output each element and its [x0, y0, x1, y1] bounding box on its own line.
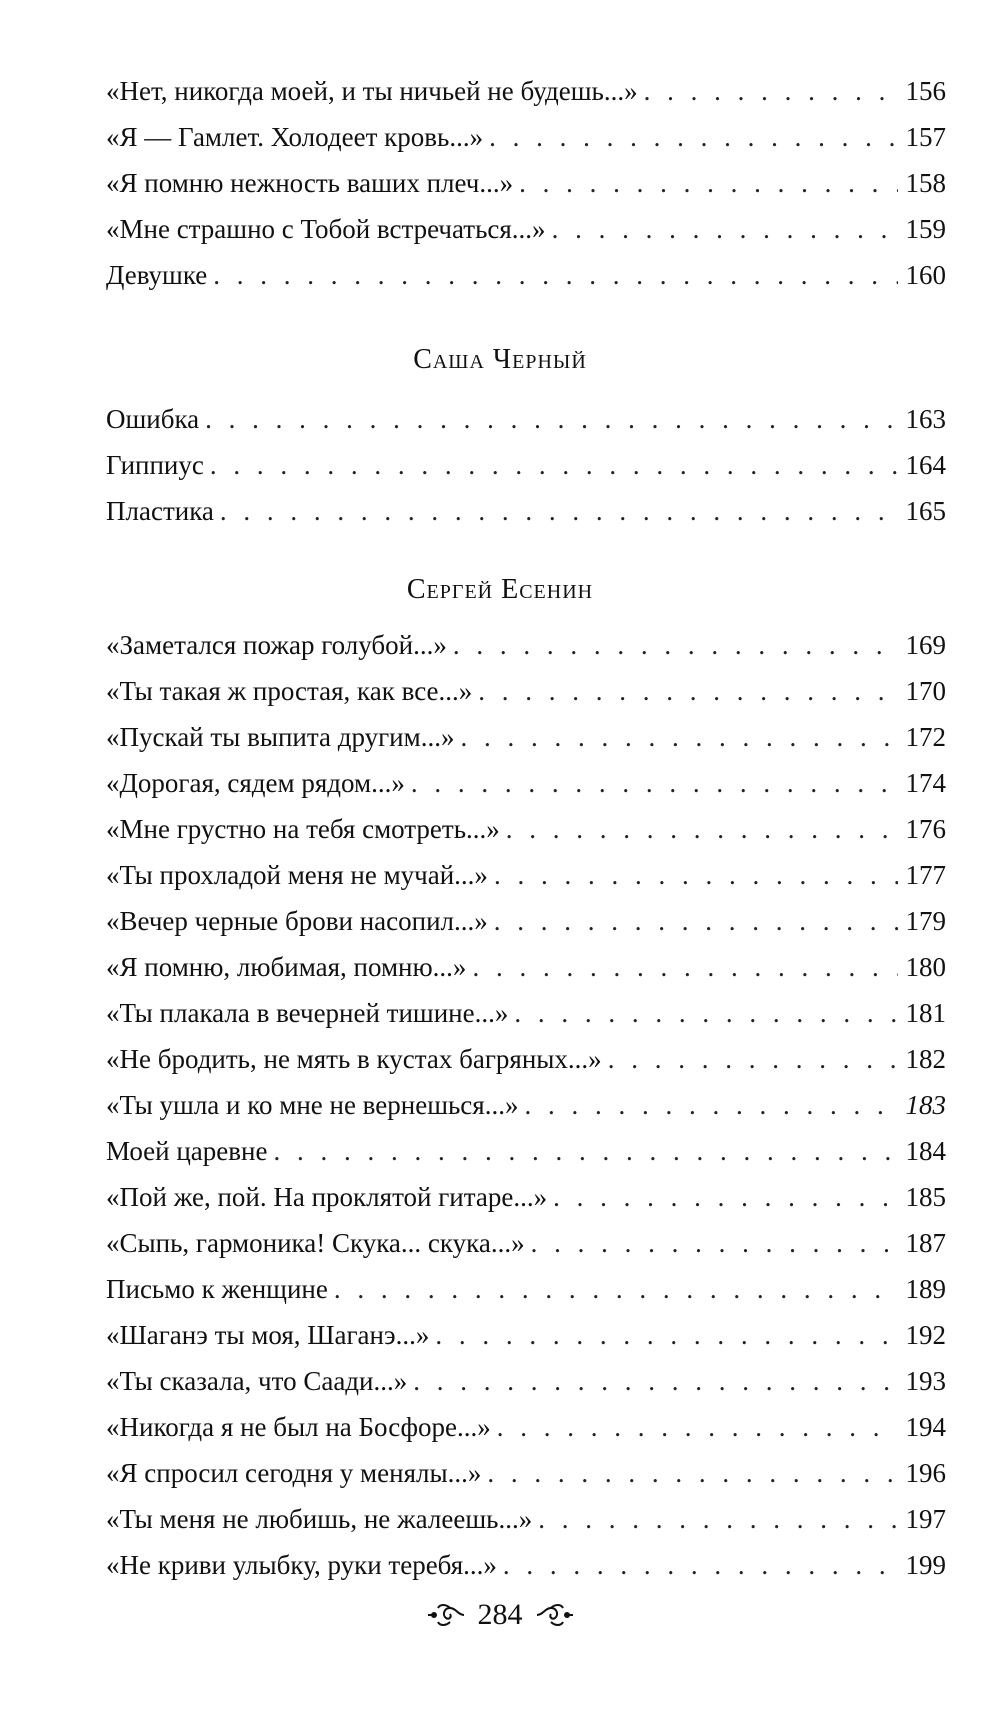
toc-entry-title: «Ты меня не любишь, не жалеешь...» [106, 1504, 533, 1534]
toc-entry-title: «Никогда я не был на Босфоре...» [106, 1412, 491, 1442]
toc-entry [106, 852, 946, 898]
toc-leader-dots [273, 1128, 897, 1174]
toc-entry-page: 157 [905, 122, 946, 152]
toc-entry [106, 1128, 946, 1174]
toc-entry-page: 194 [905, 1412, 946, 1442]
toc-entry-title: Пластика [106, 496, 214, 526]
toc-entry-title: Гиппиус [106, 450, 204, 480]
toc-entry-page: 169 [905, 630, 946, 660]
toc-entry [106, 1404, 946, 1450]
toc-entry-page: 181 [905, 998, 946, 1028]
toc-entry-page: 187 [905, 1228, 946, 1258]
toc-entry [106, 944, 946, 990]
toc-entry-page: 192 [905, 1320, 946, 1350]
toc-entry-page: 193 [905, 1366, 946, 1396]
section-heading-sergey-esenin: Сергей Есенин [406, 574, 594, 605]
toc-entry-page: 183 [905, 1090, 946, 1120]
section-heading-sasha-cherny: Саша Черный [413, 344, 587, 375]
toc-entry-title: Моей царевне [106, 1136, 268, 1166]
toc-entry [106, 160, 946, 206]
toc-entry [106, 252, 946, 298]
toc-entry-title: «Я помню нежность ваших плеч...» [106, 168, 514, 198]
toc-leader-dots [460, 714, 897, 760]
toc-entry-title: «Дорогая, сядем рядом...» [106, 768, 405, 798]
toc-leader-dots [213, 252, 897, 298]
toc-leader-dots [531, 1220, 898, 1266]
toc-entry-page: 159 [905, 214, 946, 244]
toc-entry-title: «Шаганэ ты моя, Шаганэ...» [106, 1320, 430, 1350]
toc-entry-page: 158 [905, 168, 946, 198]
toc-entry [106, 1358, 946, 1404]
toc-entry [106, 1174, 946, 1220]
toc-leader-dots [435, 1312, 897, 1358]
toc-leader-dots [210, 442, 898, 488]
toc-leader-dots [506, 806, 898, 852]
toc-entry-title: «Я спросил сегодня у менялы...» [106, 1458, 482, 1488]
toc-section-sergey-esenin [106, 622, 946, 1588]
toc-leader-dots [524, 1082, 897, 1128]
toc-entry-title: «Мне страшно с Тобой встречаться...» [106, 214, 546, 244]
toc-entry [106, 1450, 946, 1496]
toc-entry-title: «Ты сказала, что Саади...» [106, 1366, 408, 1396]
toc-entry-page: 199 [905, 1550, 946, 1580]
toc-entry-title: «Заметался пожар голубой...» [106, 630, 447, 660]
toc-entry-page: 197 [905, 1504, 946, 1534]
toc-entry [106, 898, 946, 944]
toc-leader-dots [494, 898, 898, 944]
toc-leader-dots [553, 1174, 897, 1220]
toc-entry-title: Девушке [106, 260, 208, 290]
toc-entry [106, 1266, 946, 1312]
toc-entry [106, 488, 946, 534]
toc-entry [106, 396, 946, 442]
toc-entry-title: «Мне грустно на тебя смотреть...» [106, 814, 500, 844]
toc-entry-page: 196 [905, 1458, 946, 1488]
toc-leader-dots [514, 990, 897, 1036]
toc-leader-dots [608, 1036, 898, 1082]
toc-entry-title: «Ты такая ж простая, как все...» [106, 676, 473, 706]
toc-section-sasha-cherny [106, 396, 946, 534]
toc-entry-page: 184 [905, 1136, 946, 1166]
toc-entry [106, 990, 946, 1036]
toc-entry-title: «Ты плакала в вечерней тишине...» [106, 998, 509, 1028]
toc-leader-dots [489, 114, 897, 160]
toc-entry [106, 1082, 946, 1128]
toc-entry [106, 68, 946, 114]
toc-leader-dots [411, 760, 898, 806]
toc-entry [106, 1542, 946, 1588]
toc-entry [106, 668, 946, 714]
toc-entry-page: 160 [905, 260, 946, 290]
toc-leader-dots [552, 206, 898, 252]
toc-leader-dots [478, 668, 897, 714]
toc-entry-page: 170 [905, 676, 946, 706]
toc-entry [106, 760, 946, 806]
flourish-ornament-icon [533, 1600, 577, 1630]
toc-entry-title: «Я помню, любимая, помню...» [106, 952, 467, 982]
toc-entry [106, 622, 946, 668]
toc-entry-title: Письмо к женщине [106, 1274, 328, 1304]
toc-leader-dots [205, 396, 897, 442]
toc-entry-page: 156 [905, 76, 946, 106]
toc-entry [106, 714, 946, 760]
toc-entry-title: «Я — Гамлет. Холодеет кровь...» [106, 122, 484, 152]
toc-entry-title: «Вечер черные брови насопил...» [106, 906, 488, 936]
toc-leader-dots [538, 1496, 897, 1542]
toc-entry-title: «Ты ушла и ко мне не вернешься...» [106, 1090, 519, 1120]
toc-entry-page: 182 [905, 1044, 946, 1074]
toc-entry-page: 164 [905, 450, 946, 480]
toc-entry-page: 189 [905, 1274, 946, 1304]
toc-entry [106, 1220, 946, 1266]
toc-entry-page: 180 [905, 952, 946, 982]
toc-leader-dots [487, 1450, 897, 1496]
toc-leader-dots [503, 1542, 898, 1588]
toc-leader-dots [220, 488, 898, 534]
toc-entry-title: «Ты прохладой меня не мучай...» [106, 860, 488, 890]
toc-leader-dots [413, 1358, 897, 1404]
toc-leader-dots [334, 1266, 898, 1312]
toc-entry-title: Ошибка [106, 404, 200, 434]
toc-entry-page: 172 [905, 722, 946, 752]
toc-leader-dots [497, 1404, 898, 1450]
toc-leader-dots [644, 68, 898, 114]
page-footer [0, 1598, 1000, 1632]
toc-leader-dots [472, 944, 897, 990]
toc-entry [106, 442, 946, 488]
toc-entry [106, 206, 946, 252]
toc-entry-title: «Сыпь, гармоника! Скука... скука...» [106, 1228, 525, 1258]
toc-leader-dots [453, 622, 898, 668]
toc-entry [106, 1036, 946, 1082]
toc-entry-title: «Нет, никогда моей, и ты ничьей не будешь...» [106, 76, 638, 106]
flourish-ornament-icon [424, 1600, 468, 1630]
page-number: 284 [477, 1598, 523, 1631]
toc-entry-title: «Пой же, пой. На проклятой гитаре...» [106, 1182, 548, 1212]
toc-entry-page: 165 [905, 496, 946, 526]
toc-entry-page: 179 [905, 906, 946, 936]
toc-entry-title: «Не бродить, не мять в кустах багряных...» [106, 1044, 602, 1074]
toc-entry-title: «Не криви улыбку, руки теребя...» [106, 1550, 497, 1580]
toc-leader-dots [519, 160, 897, 206]
toc-entry [106, 806, 946, 852]
toc-entry-page: 185 [905, 1182, 946, 1212]
toc-leader-dots [494, 852, 898, 898]
toc-section-continued [106, 68, 946, 298]
toc-entry [106, 114, 946, 160]
toc-entry-page: 177 [905, 860, 946, 890]
toc-entry [106, 1496, 946, 1542]
toc-entry-page: 174 [905, 768, 946, 798]
toc-entry-title: «Пускай ты выпита другим...» [106, 722, 455, 752]
toc-entry [106, 1312, 946, 1358]
toc-entry-page: 163 [905, 404, 946, 434]
toc-entry-page: 176 [905, 814, 946, 844]
